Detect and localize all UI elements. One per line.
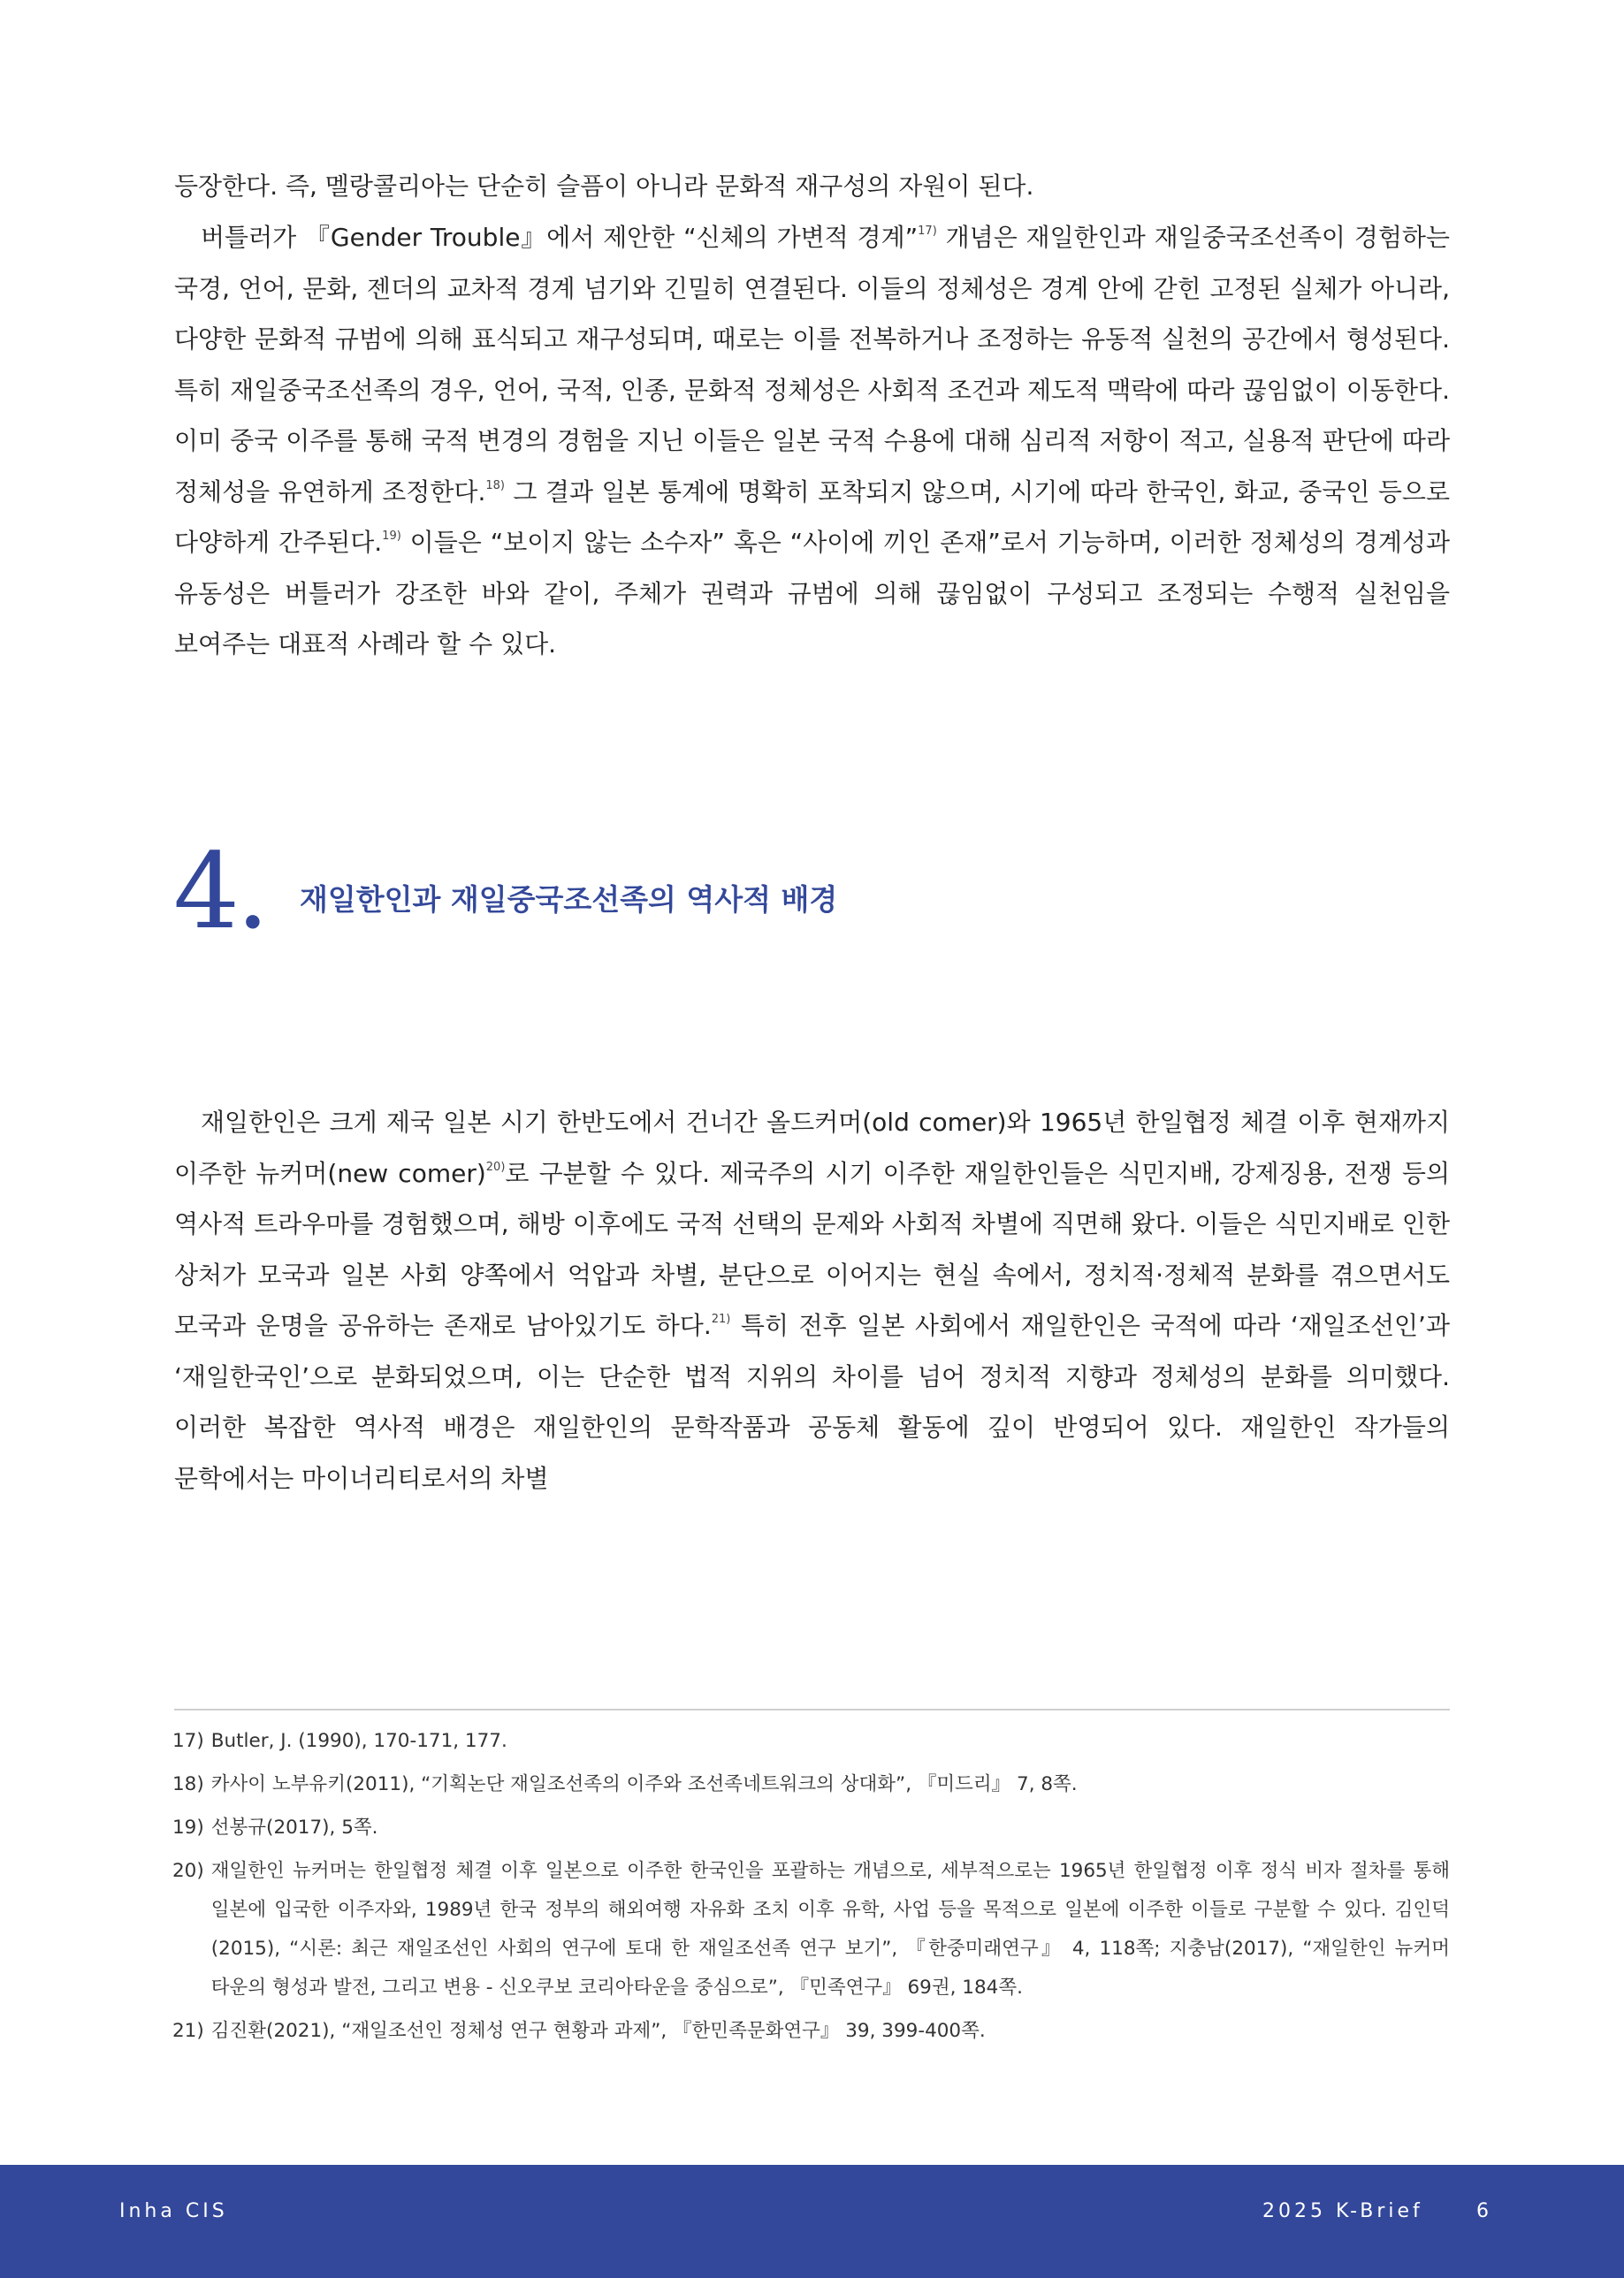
footer-publication: 2025 K-Brief	[1262, 2200, 1423, 2222]
section-title: 재일한인과 재일중국조선족의 역사적 배경	[300, 882, 838, 917]
page-number: 6	[1476, 2200, 1489, 2222]
body-paragraph-3	[174, 1097, 1450, 1504]
footnote-ref-18[interactable]: 18)	[485, 478, 505, 492]
footnote-18	[172, 1765, 1450, 1804]
footnote-divider	[174, 1709, 1450, 1710]
footnote-text: 선봉규(2017), 5쪽.	[210, 1817, 378, 1839]
footnote-text: Butler, J. (1990), 170-171, 177.	[210, 1730, 507, 1752]
footnote-number: 18)	[172, 1773, 204, 1795]
paragraph-text: 로 구분할 수 있다. 제국주의 시기 이주한 재일한인들은 식민지배, 강제징용, 전쟁 등의 역사적 트라우마를 경험했으며, 해방 이후에도 국적 선택의 문제와 사회적 차별에 직면해 왔다. 이들은 식민지배로 인한 상처가 모국과 일본 사회 양쪽에서 억압과 차별, 분단으로 이어지는 현실 속에서, 정치적·정체적 분화를 겪으면서도 모국과 운명을 공유하는 존재로 남아있기도 하다.	[174, 1158, 1450, 1340]
footnote-ref-17[interactable]: 17)	[918, 225, 937, 238]
footnote-text: 김진환(2021), “재일조선인 정체성 연구 현황과 과제”, 『한민족문화연구』 39, 399-400쪽.	[210, 2020, 986, 2042]
footnote-number: 17)	[172, 1730, 204, 1752]
page-footer	[0, 2165, 1624, 2278]
footnote-ref-20[interactable]: 20)	[485, 1160, 506, 1174]
footnote-21	[172, 2012, 1450, 2051]
footnote-number: 19)	[172, 1817, 204, 1839]
footnote-number: 21)	[172, 2020, 204, 2042]
paragraph-text: 특히 전후 일본 사회에서 재일한인은 국적에 따라 ‘재일조선인’과 ‘재일한국인’으로 분화되었으며, 이는 단순한 법적 지위의 차이를 넘어 정치적 지향과 정체성의 분화를 의미했다. 이러한 복잡한 역사적 배경은 재일한인의 문학작품과 공동체 활동에 깊이 반영되어 있다. 재일한인 작가들의 문학에서는 마이너리티로서의 차별	[174, 1311, 1450, 1493]
paragraph-text: 개념은 재일한인과 재일중국조선족이 경험하는 국경, 언어, 문화, 젠더의 교차적 경계 넘기와 긴밀히 연결된다. 이들의 정체성은 경계 안에 갇힌 고정된 실체가 아니라, 다양한 문화적 규범에 의해 표식되고 재구성되며, 때로는 이를 전복하거나 조정하는 유동적 실천의 공간에서 형성된다. 특히 재일중국조선족의 경우, 언어, 국적, 인종, 문화적 정체성은 사회적 조건과 제도적 맥락에 따라 끊임없이 이동한다. 이미 중국 이주를 통해 국적 변경의 경험을 지닌 이들은 일본 국적 수용에 대해 심리적 저항이 적고, 실용적 판단에 따라 정체성을 유연하게 조정한다.	[174, 223, 1450, 507]
paragraph-text: 이들은 “보이지 않는 소수자” 혹은 “사이에 끼인 존재”로서 기능하며, 이러한 정체성의 경계성과 유동성은 버틀러가 강조한 바와 같이, 주체가 권력과 규범에 의해 끊임없이 구성되고 조정되는 수행적 실천임을 보여주는 대표적 사례라 할 수 있다.	[174, 528, 1451, 659]
footnote-text: 재일한인 뉴커머는 한일협정 체결 이후 일본으로 이주한 한국인을 포괄하는 개념으로, 세부적으로는 1965년 한일협정 이후 정식 비자 절차를 통해 일본에 입국한 이주자와, 1989년 한국 정부의 해외여행 자유화 조치 이후 유학, 사업 등을 목적으로 일본에 이주한 이들로 구분할 수 있다. 김인덕(2015), “시론: 최근 재일조선인 사회의 연구에 토대 한 재일조선족 연구 보기”, 『한중미래연구』 4, 118쪽; 지충남(2017), “재일한인 뉴커머 타운의 형성과 발전, 그리고 변용 - 신오쿠보 코리아타운을 중심으로”, 『민족연구』 69권, 184쪽.	[210, 1860, 1450, 1999]
footnote-19	[172, 1809, 1450, 1848]
section-heading	[173, 830, 1449, 955]
footnote-17	[172, 1722, 1450, 1761]
paragraph-text: 등장한다. 즉, 멜랑콜리아는 단순히 슬픔이 아니라 문화적 재구성의 자원이 된다.	[174, 171, 1034, 201]
footer-publisher: Inha CIS	[119, 2200, 228, 2222]
footnote-text: 카사이 노부유키(2011), “기획논단 재일조선족의 이주와 조선족네트워크의 상대화”, 『미드리』 7, 8쪽.	[210, 1773, 1078, 1795]
paragraph-text: 재일한인은 크게 제국 일본 시기 한반도에서 건너간 올드커머(old comer)와 1965년 한일협정 체결 이후 현재까지 이주한 뉴커머(new comer)	[174, 1108, 1450, 1188]
body-paragraph-2	[174, 212, 1450, 670]
footnotes	[172, 1722, 1450, 2055]
footnote-ref-19[interactable]: 19)	[382, 530, 401, 543]
body-paragraph-1	[174, 161, 1450, 212]
section-number: 4.	[173, 830, 266, 952]
paragraph-text: 버틀러가 『Gender Trouble』에서 제안한 “신체의 가변적 경계”	[201, 223, 919, 252]
footnote-ref-21[interactable]: 21)	[711, 1313, 731, 1326]
footnote-number: 20)	[172, 1860, 204, 1882]
footnote-20	[172, 1852, 1450, 2008]
paragraph-text: 그 결과 일본 통계에 명확히 포착되지 않으며, 시기에 따라 한국인, 화교, 중국인 등으로 다양하게 간주된다.	[174, 476, 1451, 557]
